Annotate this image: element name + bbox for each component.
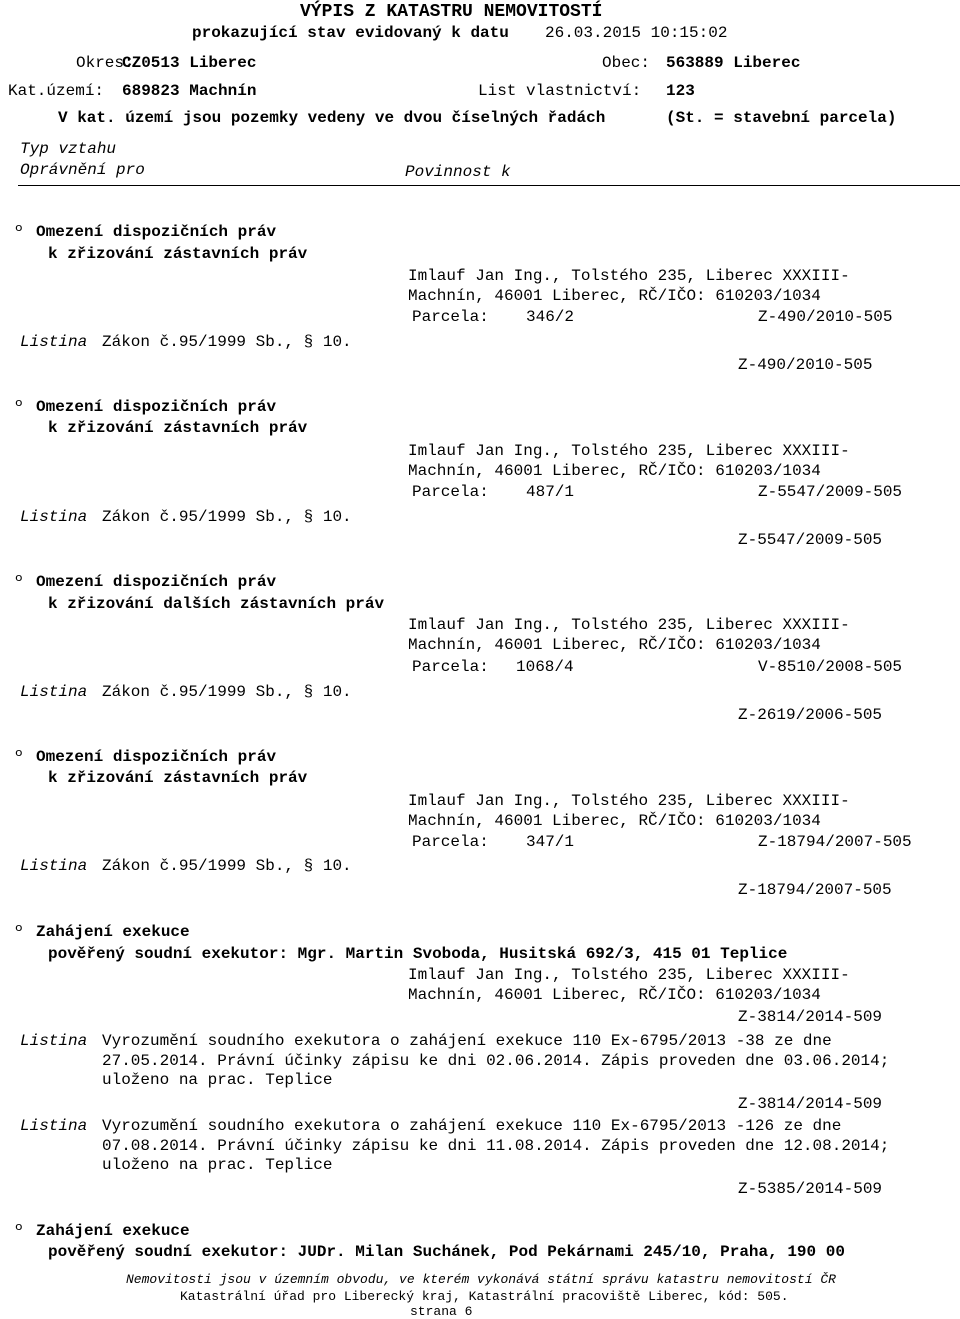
- state-label: prokazující stav evidovaný k datu: [192, 24, 509, 42]
- entry-person: Imlauf Jan Ing., Tolstého 235, Liberec XXXIII-: [408, 792, 850, 810]
- exekuce-title: Zahájení exekuce: [36, 923, 190, 941]
- listina-label: Listina: [20, 1117, 88, 1135]
- state-date: 26.03.2015 10:15:02: [545, 24, 728, 42]
- listina-reference: Z-5385/2014-509: [738, 1180, 883, 1198]
- document-title: VÝPIS Z KATASTRU NEMOVITOSTÍ: [300, 2, 603, 22]
- lv-value: 123: [666, 82, 695, 100]
- listina-text-line3: uloženo na prac. Teplice: [102, 1071, 333, 1089]
- listina-text: Zákon č.95/1999 Sb., § 10.: [102, 333, 352, 351]
- footer-line2: Katastrální úřad pro Liberecký kraj, Katastrální pracoviště Liberec, kód: 505.: [180, 1289, 789, 1304]
- bullet-icon: º: [14, 748, 24, 766]
- listina-label: Listina: [20, 508, 88, 526]
- entry-subtitle: k zřizování dalších zástavních práv: [48, 595, 385, 613]
- exekuce-person: Imlauf Jan Ing., Tolstého 235, Liberec XXXIII-: [408, 966, 850, 984]
- okres-value: CZ0513 Liberec: [122, 54, 257, 72]
- katuzemi-label: Kat.území:: [8, 82, 105, 100]
- bullet-icon: º: [14, 398, 24, 416]
- listina-text: Zákon č.95/1999 Sb., § 10.: [102, 508, 352, 526]
- entry-reference: V-8510/2008-505: [758, 658, 903, 676]
- listina-text: Zákon č.95/1999 Sb., § 10.: [102, 857, 352, 875]
- listina-label: Listina: [20, 333, 88, 351]
- entry-title: Omezení dispozičních práv: [36, 573, 277, 591]
- entry-subtitle: k zřizování zástavních práv: [48, 245, 308, 263]
- entry-address: Machnín, 46001 Liberec, RČ/IČO: 610203/1034: [408, 812, 821, 830]
- entry-person: Imlauf Jan Ing., Tolstého 235, Liberec XXXIII-: [408, 442, 850, 460]
- parcel-series-note: V kat. území jsou pozemky vedeny ve dvou číselných řadách: [58, 109, 606, 127]
- bullet-icon: º: [14, 1222, 24, 1240]
- parcela-label: Parcela:: [412, 308, 489, 326]
- exekutor-line: pověřený soudní exekutor: Mgr. Martin Svoboda, Husitská 692/3, 415 01 Teplice: [48, 945, 788, 963]
- entry-person: Imlauf Jan Ing., Tolstého 235, Liberec XXXIII-: [408, 616, 850, 634]
- parcela-value: 347/1: [526, 833, 575, 851]
- entry-title: Omezení dispozičních práv: [36, 223, 277, 241]
- okres-label: Okres:: [76, 54, 134, 72]
- listina-reference: Z-18794/2007-505: [738, 881, 892, 899]
- entry-person: Imlauf Jan Ing., Tolstého 235, Liberec XXXIII-: [408, 267, 850, 285]
- entry-address: Machnín, 46001 Liberec, RČ/IČO: 610203/1034: [408, 287, 821, 305]
- parcela-label: Parcela:: [412, 833, 489, 851]
- obec-label: Obec:: [602, 54, 651, 72]
- entry-reference: Z-5547/2009-505: [758, 483, 903, 501]
- exekuce-title: Zahájení exekuce: [36, 1222, 190, 1240]
- listina-label: Listina: [20, 1032, 88, 1050]
- obec-value: 563889 Liberec: [666, 54, 801, 72]
- parcela-value: 1068/4: [516, 658, 574, 676]
- listina-reference: Z-490/2010-505: [738, 356, 873, 374]
- listina-text-line1: Vyrozumění soudního exekutora o zahájení exekuce 110 Ex-6795/2013 -126 ze dne: [102, 1117, 842, 1135]
- entry-subtitle: k zřizování zástavních práv: [48, 419, 308, 437]
- column-opravneni: Oprávnění pro: [20, 161, 145, 179]
- listina-text-line2: 07.08.2014. Právní účinky zápisu ke dni 11.08.2014. Zápis proveden dne 12.08.2014;: [102, 1137, 890, 1155]
- parcela-value: 487/1: [526, 483, 575, 501]
- listina-reference: Z-5547/2009-505: [738, 531, 883, 549]
- parcela-value: 346/2: [526, 308, 575, 326]
- parcela-label: Parcela:: [412, 658, 489, 676]
- entry-reference: Z-490/2010-505: [758, 308, 893, 326]
- footer-line1: Nemovitosti jsou v územním obvodu, ve kterém vykonává státní správu katastru nemovitostí ČR: [126, 1272, 836, 1287]
- header-divider: [18, 185, 960, 186]
- listina-text-line1: Vyrozumění soudního exekutora o zahájení exekuce 110 Ex-6795/2013 -38 ze dne: [102, 1032, 832, 1050]
- parcela-label: Parcela:: [412, 483, 489, 501]
- listina-label: Listina: [20, 857, 88, 875]
- entry-title: Omezení dispozičních práv: [36, 398, 277, 416]
- exekuce-reference: Z-3814/2014-509: [738, 1008, 883, 1026]
- exekuce-address: Machnín, 46001 Liberec, RČ/IČO: 610203/1034: [408, 986, 821, 1004]
- entry-address: Machnín, 46001 Liberec, RČ/IČO: 610203/1034: [408, 636, 821, 654]
- bullet-icon: º: [14, 923, 24, 941]
- entry-address: Machnín, 46001 Liberec, RČ/IČO: 610203/1034: [408, 462, 821, 480]
- listina-reference: Z-2619/2006-505: [738, 706, 883, 724]
- page-number: strana 6: [410, 1304, 473, 1319]
- exekutor-line: pověřený soudní exekutor: JUDr. Milan Suchánek, Pod Pekárnami 245/10, Praha, 190 00: [48, 1243, 845, 1261]
- bullet-icon: º: [14, 573, 24, 591]
- column-typ-vztahu: Typ vztahu: [20, 140, 117, 158]
- entry-reference: Z-18794/2007-505: [758, 833, 912, 851]
- entry-subtitle: k zřizování zástavních práv: [48, 769, 308, 787]
- entry-title: Omezení dispozičních práv: [36, 748, 277, 766]
- lv-label: List vlastnictví:: [478, 82, 642, 100]
- listina-reference: Z-3814/2014-509: [738, 1095, 883, 1113]
- column-povinnost: Povinnost k: [405, 163, 511, 181]
- listina-text-line2: 27.05.2014. Právní účinky zápisu ke dni 02.06.2014. Zápis proveden dne 03.06.2014;: [102, 1052, 890, 1070]
- listina-label: Listina: [20, 683, 88, 701]
- listina-text-line3: uloženo na prac. Teplice: [102, 1156, 333, 1174]
- listina-text: Zákon č.95/1999 Sb., § 10.: [102, 683, 352, 701]
- katuzemi-value: 689823 Machnín: [122, 82, 257, 100]
- parcel-series-legend: (St. = stavební parcela): [666, 109, 897, 127]
- bullet-icon: º: [14, 223, 24, 241]
